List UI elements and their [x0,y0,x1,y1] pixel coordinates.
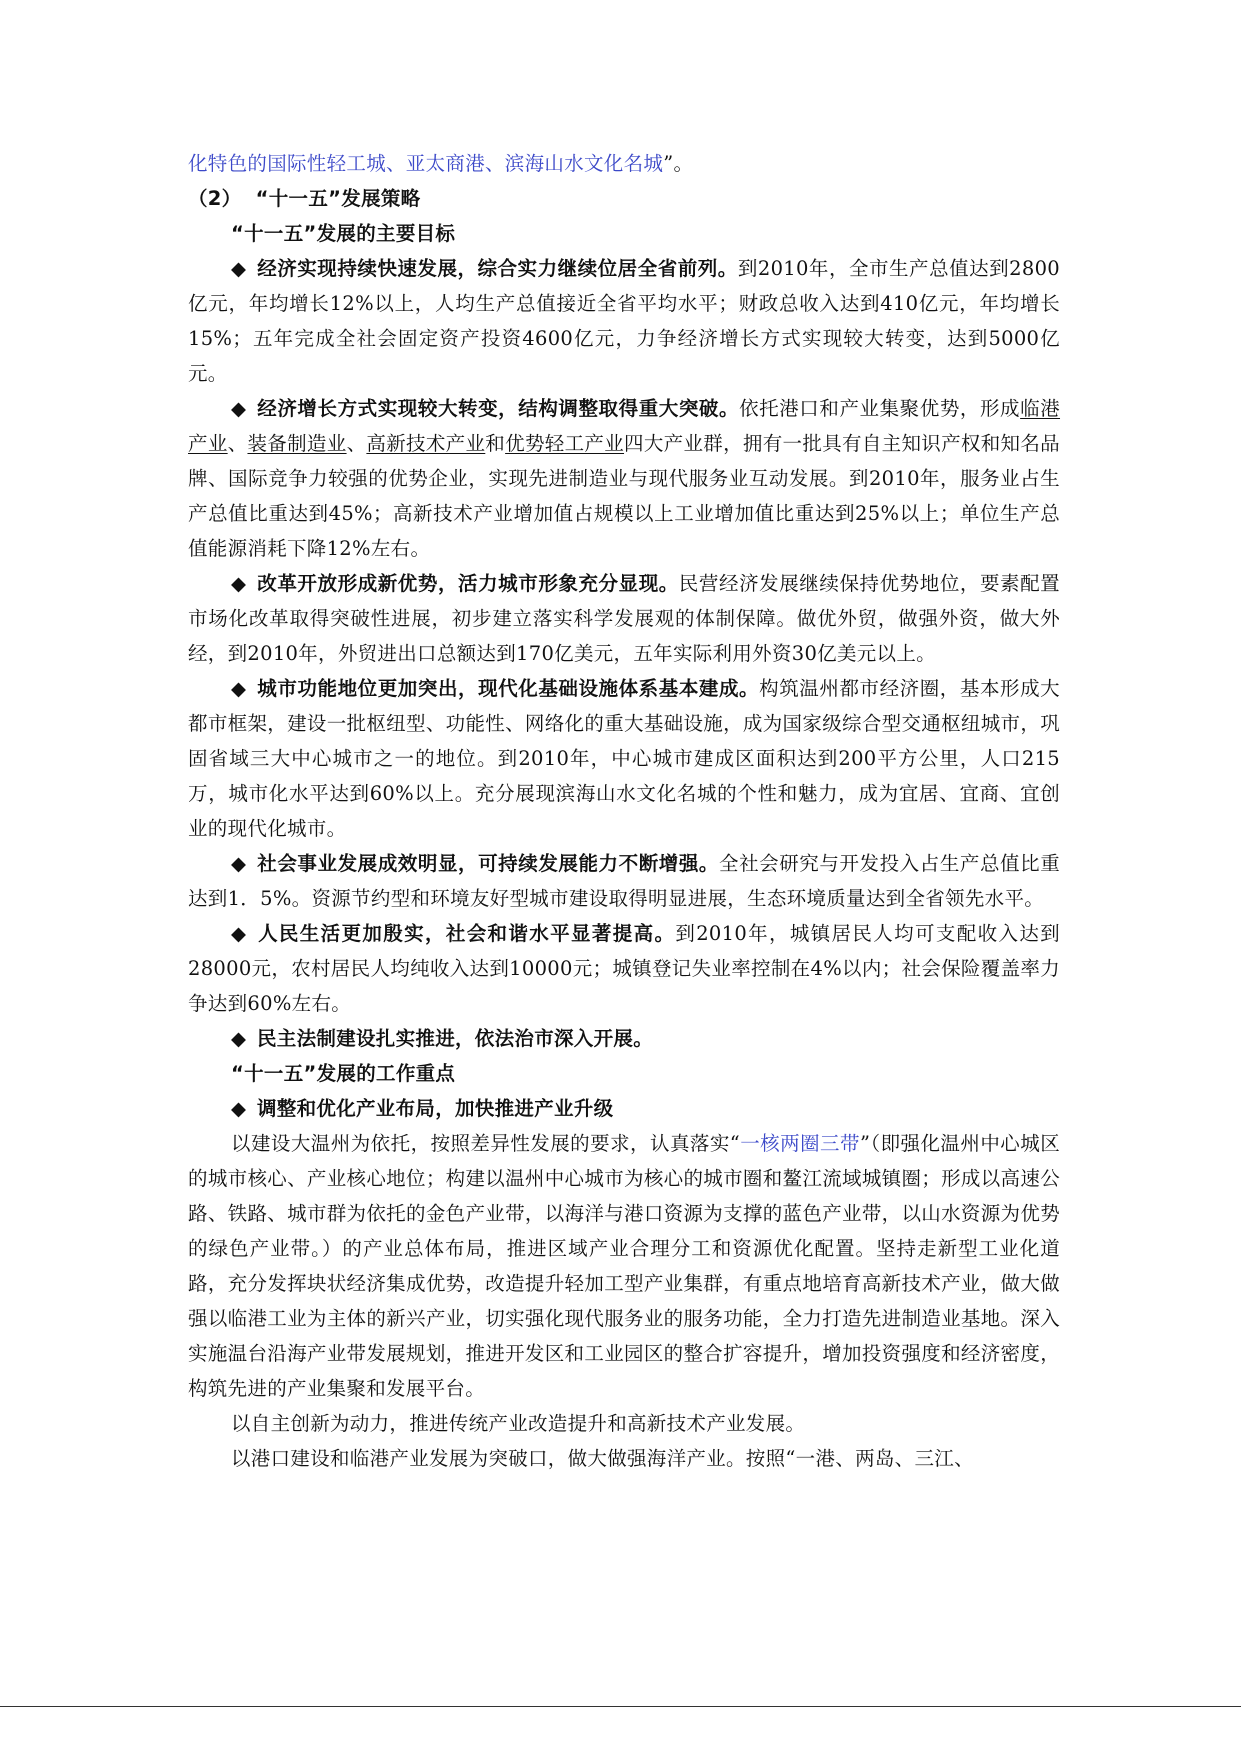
goal-item [188,916,1060,1021]
goal-title: 经济实现持续快速发展，综合实力继续位居全省前列。 [257,257,738,280]
diamond-bullet-icon: ◆ [231,572,247,595]
goal-item [188,671,1060,846]
goal-title: 经济增长方式实现较大转变，结构调整取得重大突破。 [257,397,740,420]
diamond-bullet-icon: ◆ [231,397,247,420]
goal-title: 民主法制建设扎实推进，依法治市深入开展。 [257,1027,654,1050]
paragraph-layout [188,1126,1060,1406]
goal-text-pre: 依托港口和产业集聚优势，形成 [739,397,1021,420]
goal-text-post: 四大产业群，拥有一批具有自主知识产权和知名品牌、国际竞争力较强的优势企业，实现先进制造业与现代服务业互动发展。到2010年，服务业占生产总值比重达到45%；高新技术产业增加值占规模以上工业增加值比重达到25%以上；单位生产总值能源消耗下降12%左右。 [188,432,1060,560]
goal-title: 改革开放形成新优势，活力城市形象充分显现。 [257,572,679,595]
link-high-tech-industry[interactable]: 高新技术产业 [366,432,486,455]
diamond-bullet-icon: ◆ [231,852,247,875]
para1-pre: 以建设大温州为依托，按照差异性发展的要求，认真落实“ [231,1132,741,1155]
goal-item [188,391,1060,566]
goal-title: 城市功能地位更加突出，现代化基础设施体系基本建成。 [257,677,760,700]
diamond-bullet-icon: ◆ [231,257,247,280]
goal-text: 构筑温州都市经济圈，基本形成大都市框架，建设一批枢纽型、功能性、网络化的重大基础设施，成为国家级综合型交通枢纽城市，巩固省域三大中心城市之一的地位。到2010年，中心城市建成区面积达到200平方公里，人口215万，城市化水平达到60%以上。充分展现滨海山水文化名城的个性和魅力，成为宜居、宜商、宜创业的现代化城市。 [188,677,1060,840]
goal-text: 到2010年，全市生产总值达到2800亿元，年均增长12%以上，人均生产总值接近全省平均水平；财政总收入达到410亿元，年均增长15%；五年完成全社会固定资产投资4600亿元，力争经济增长方式实现较大转变，达到5000亿元。 [188,257,1061,385]
diamond-bullet-icon: ◆ [231,1097,247,1120]
focus-item [188,1091,1060,1126]
intro-line [188,146,1060,181]
paragraph-port: 以港口建设和临港产业发展为突破口，做大做强海洋产业。按照“一港、两岛、三江、 [231,1447,974,1470]
intro-tail: ”。 [663,152,694,175]
link-equipment-manufacturing[interactable]: 装备制造业 [247,432,347,455]
goal-text: 全社会研究与开发投入占生产总值比重达到1．5%。资源节约型和环境友好型城市建设取得明显进展，生态环境质量达到全省领先水平。 [188,852,1060,910]
link-one-core-two-circles[interactable]: 一核两圈三带 [740,1132,860,1155]
goal-text: 到2010年，城镇居民人均可支配收入达到28000元，农村居民人均纯收入达到10000元；城镇登记失业率控制在4%以内；社会保险覆盖率力争达到60%左右。 [188,922,1060,1015]
goal-title: 社会事业发展成效明显，可持续发展能力不断增强。 [257,852,719,875]
intro-blue-text: 化特色的国际性轻工城、亚太商港、滨海山水文化名城 [188,152,664,175]
diamond-bullet-icon: ◆ [231,677,247,700]
goals-heading: “十一五”发展的主要目标 [231,222,456,245]
separator: 、 [227,432,248,455]
link-port-industry[interactable]: 临港产业 [188,397,1061,455]
focus-heading: “十一五”发展的工作重点 [231,1062,456,1085]
document-body [188,146,1060,1476]
footer-divider [0,1706,1241,1707]
para1-post: ”（即强化温州中心城区的城市核心、产业核心地位；构建以温州中心城市为核心的城市圈和鳌江流域城镇圈；形成以高速公路、铁路、城市群为依托的金色产业带，以海洋与港口资源为支撑的蓝色产业带，以山水资源为优势的绿色产业带。）的产业总体布局，推进区域产业合理分工和资源优化配置。坚持走新型工业化道路，充分发挥块状经济集成优势，改造提升轻加工型产业集群，有重点地培育高新技术产业，做大做强以临港工业为主体的新兴产业，切实强化现代服务业的服务功能，全力打造先进制造业基地。深入实施温台沿海产业带发展规划，推进开发区和工业园区的整合扩容提升，增加投资强度和经济密度，构筑先进的产业集聚和发展平台。 [188,1132,1060,1400]
goal-text: 民营经济发展继续保持优势地位，要素配置市场化改革取得突破性进展，初步建立落实科学发展观的体制保障。做优外贸，做强外资，做大外经，到2010年，外贸进出口总额达到170亿美元，五年实际利用外资30亿美元以上。 [188,572,1060,665]
focus-title: 调整和优化产业布局，加快推进产业升级 [257,1097,614,1120]
goal-item [188,251,1060,391]
link-light-industry[interactable]: 优势轻工产业 [505,432,625,455]
goal-item [188,1021,1060,1056]
section-heading: （2） “十一五”发展策略 [188,187,421,210]
goal-item [188,566,1060,671]
separator: 、 [346,432,367,455]
diamond-bullet-icon: ◆ [231,922,247,945]
diamond-bullet-icon: ◆ [231,1027,247,1050]
goal-title: 人民生活更加殷实，社会和谐水平显著提高。 [257,922,676,945]
goal-item [188,846,1060,916]
separator: 和 [485,432,506,455]
paragraph-innovation: 以自主创新为动力，推进传统产业改造提升和高新技术产业发展。 [231,1412,806,1435]
